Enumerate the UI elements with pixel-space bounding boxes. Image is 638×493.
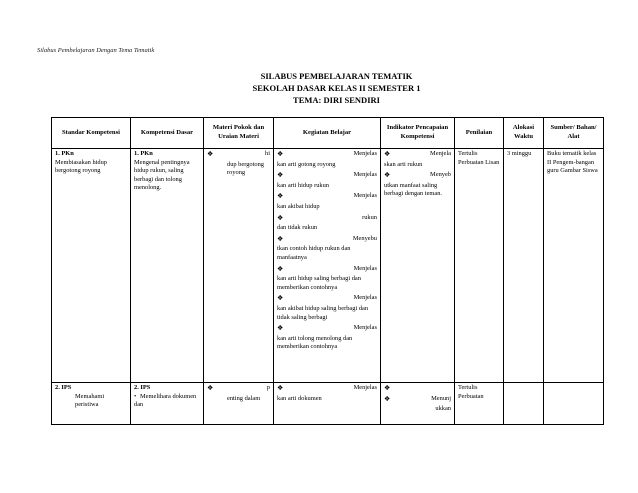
- diamond-bullet-icon: ❖: [277, 234, 284, 243]
- title-line-3: TEMA: DIRI SENDIRI: [293, 95, 380, 105]
- diamond-bullet-icon: ❖: [384, 171, 391, 180]
- kegiatan-item: [277, 214, 377, 223]
- kegiatan-text-a: Menjelas: [353, 264, 377, 272]
- materi-text-b: dup bergotong royong: [227, 160, 264, 177]
- cell-kegiatan: [274, 149, 381, 383]
- cell-alokasi: 3 minggu: [504, 149, 544, 383]
- kegiatan-text-a: rukun: [362, 213, 377, 221]
- materi-text-a: p: [266, 384, 270, 391]
- kd-title: 2. IPS: [134, 384, 151, 391]
- kegiatan-text-a: Menjelas: [353, 150, 377, 157]
- kegiatan-text-a: Menjelas: [353, 294, 377, 302]
- kegiatan-text-b: kan arti hidup saling berbagi dan memberikan contohnya: [277, 275, 361, 291]
- kegiatan-text-a: Menjelas: [353, 192, 377, 200]
- cell-indikator: [381, 149, 455, 383]
- indikator-text-b: ukkan: [435, 405, 451, 413]
- kegiatan-text-b: kan arti tolong menolong dan memberikan contohnya: [277, 334, 353, 351]
- kegiatan-item: [277, 192, 377, 201]
- kegiatan-item: [277, 294, 377, 303]
- kegiatan-text-b: kan arti hidup rukun: [277, 181, 330, 189]
- materi-item: [207, 384, 270, 393]
- table-row: [52, 383, 604, 425]
- cell-sumber: [544, 383, 604, 425]
- kegiatan-text-a: Menjelas: [353, 324, 377, 332]
- indikator-item: [384, 150, 451, 159]
- kd-text-value: Memelihara dokumen dan: [134, 392, 197, 409]
- diamond-bullet-icon: ❖: [277, 192, 284, 201]
- kegiatan-item: [277, 150, 377, 159]
- diamond-bullet-icon: ❖: [384, 394, 391, 403]
- header-indikator: Indikator Pencapaian Kompetensi: [381, 118, 455, 149]
- kd-text: • Memelihara dokumen dan: [134, 392, 197, 409]
- standar-text: Membiasakan hidup bergotong royong: [55, 158, 108, 175]
- kegiatan-item: [277, 235, 377, 244]
- diamond-bullet-icon: ❖: [277, 384, 284, 392]
- cell-materi: [204, 383, 274, 425]
- cell-penilaian: Tertulis Perbuatan: [455, 383, 504, 425]
- kegiatan-text-b: kan arti gotong royong: [277, 160, 336, 168]
- indikator-text-b: utkan manfaat saling berbagi dengan teman.: [384, 181, 443, 198]
- materi-item: [207, 150, 270, 159]
- kd-title: 1. PKn: [134, 150, 153, 157]
- kegiatan-item: [277, 384, 377, 393]
- header-penilaian: Penilaian: [455, 118, 504, 149]
- kegiatan-text-a: Menjelas: [353, 384, 377, 391]
- diamond-bullet-icon: ❖: [384, 384, 391, 392]
- diamond-bullet-icon: ❖: [207, 150, 214, 158]
- indikator-text-a: Menunj: [431, 394, 451, 402]
- diamond-bullet-icon: ❖: [277, 171, 284, 180]
- kegiatan-item: [277, 324, 377, 333]
- header-kompetensi-dasar: Kompetensi Dasar: [131, 118, 204, 149]
- cell-alokasi: [504, 383, 544, 425]
- diamond-bullet-icon: ❖: [277, 213, 284, 222]
- cell-standar: [52, 383, 131, 425]
- header-standar: Standar Kompetensi: [52, 118, 131, 149]
- header-note: Silabus Pembelajaran Dengan Tema Tematik: [37, 47, 155, 54]
- cell-kegiatan: [274, 383, 381, 425]
- kegiatan-text-b: kan akibat hidup saling berbagi dan tidak saling berbagi: [277, 304, 369, 321]
- standar-title: 1. PKn: [55, 150, 74, 157]
- kd-text: Mengenal pentingnya hidup rukun, saling berbagi dan tolong menolong.: [134, 158, 190, 192]
- table-header-row: [52, 118, 604, 149]
- indikator-item: [384, 171, 451, 180]
- diamond-bullet-icon: ❖: [277, 294, 284, 303]
- kegiatan-item: [277, 171, 377, 180]
- kegiatan-text-b: tkan contoh hidup rukun dan manfaatnya: [277, 245, 351, 261]
- materi-text-a: hi: [265, 150, 270, 157]
- title-line-2: SEKOLAH DASAR KELAS II SEMESTER 1: [252, 83, 421, 93]
- kegiatan-item: [277, 265, 377, 274]
- indikator-text-a: Menjela: [430, 150, 451, 157]
- indikator-text-b: skan arti rukun: [384, 160, 423, 168]
- header-alokasi: Alokasi Waktu: [504, 118, 544, 149]
- kegiatan-text-a: Menyebu: [352, 234, 377, 242]
- kegiatan-text-b: kan arti dokumen: [277, 394, 322, 402]
- kegiatan-text-b: kan akibat hidup: [277, 202, 320, 210]
- cell-standar: [52, 149, 131, 383]
- indikator-text-a: Menyeb: [430, 171, 451, 179]
- cell-kompetensi-dasar: [131, 383, 204, 425]
- cell-materi: [204, 149, 274, 383]
- indikator-item: [384, 384, 451, 393]
- standar-title: 2. IPS: [55, 384, 72, 391]
- standar-text: Memahami peristiwa: [75, 392, 105, 409]
- header-sumber: Sumber/ Bahan/ Alat: [544, 118, 604, 149]
- syllabus-table: [51, 117, 604, 425]
- table-row: [52, 149, 604, 383]
- title-line-1: SILABUS PEMBELAJARAN TEMATIK: [260, 71, 413, 81]
- diamond-bullet-icon: ❖: [207, 384, 214, 392]
- cell-sumber: Buku tematik kelas II Pengem-bangan guru Gambar Siswa: [544, 149, 604, 383]
- diamond-bullet-icon: ❖: [277, 324, 284, 333]
- kegiatan-text-b: dan tidak rukun: [277, 224, 318, 232]
- header-kegiatan: Kegiatan Belajar: [274, 118, 381, 149]
- materi-text-b: enting dalam: [227, 394, 261, 402]
- cell-penilaian: Tertulis Perbuatan Lisan: [455, 149, 504, 383]
- kegiatan-text-a: Menjelas: [353, 171, 377, 179]
- cell-indikator: [381, 383, 455, 425]
- document-title: [0, 70, 638, 106]
- diamond-bullet-icon: ❖: [384, 150, 391, 158]
- diamond-bullet-icon: ❖: [277, 150, 284, 158]
- cell-kompetensi-dasar: [131, 149, 204, 383]
- diamond-bullet-icon: ❖: [277, 264, 284, 273]
- indikator-item: [384, 395, 451, 404]
- header-materi: Materi Pokok dan Uraian Materi: [204, 118, 274, 149]
